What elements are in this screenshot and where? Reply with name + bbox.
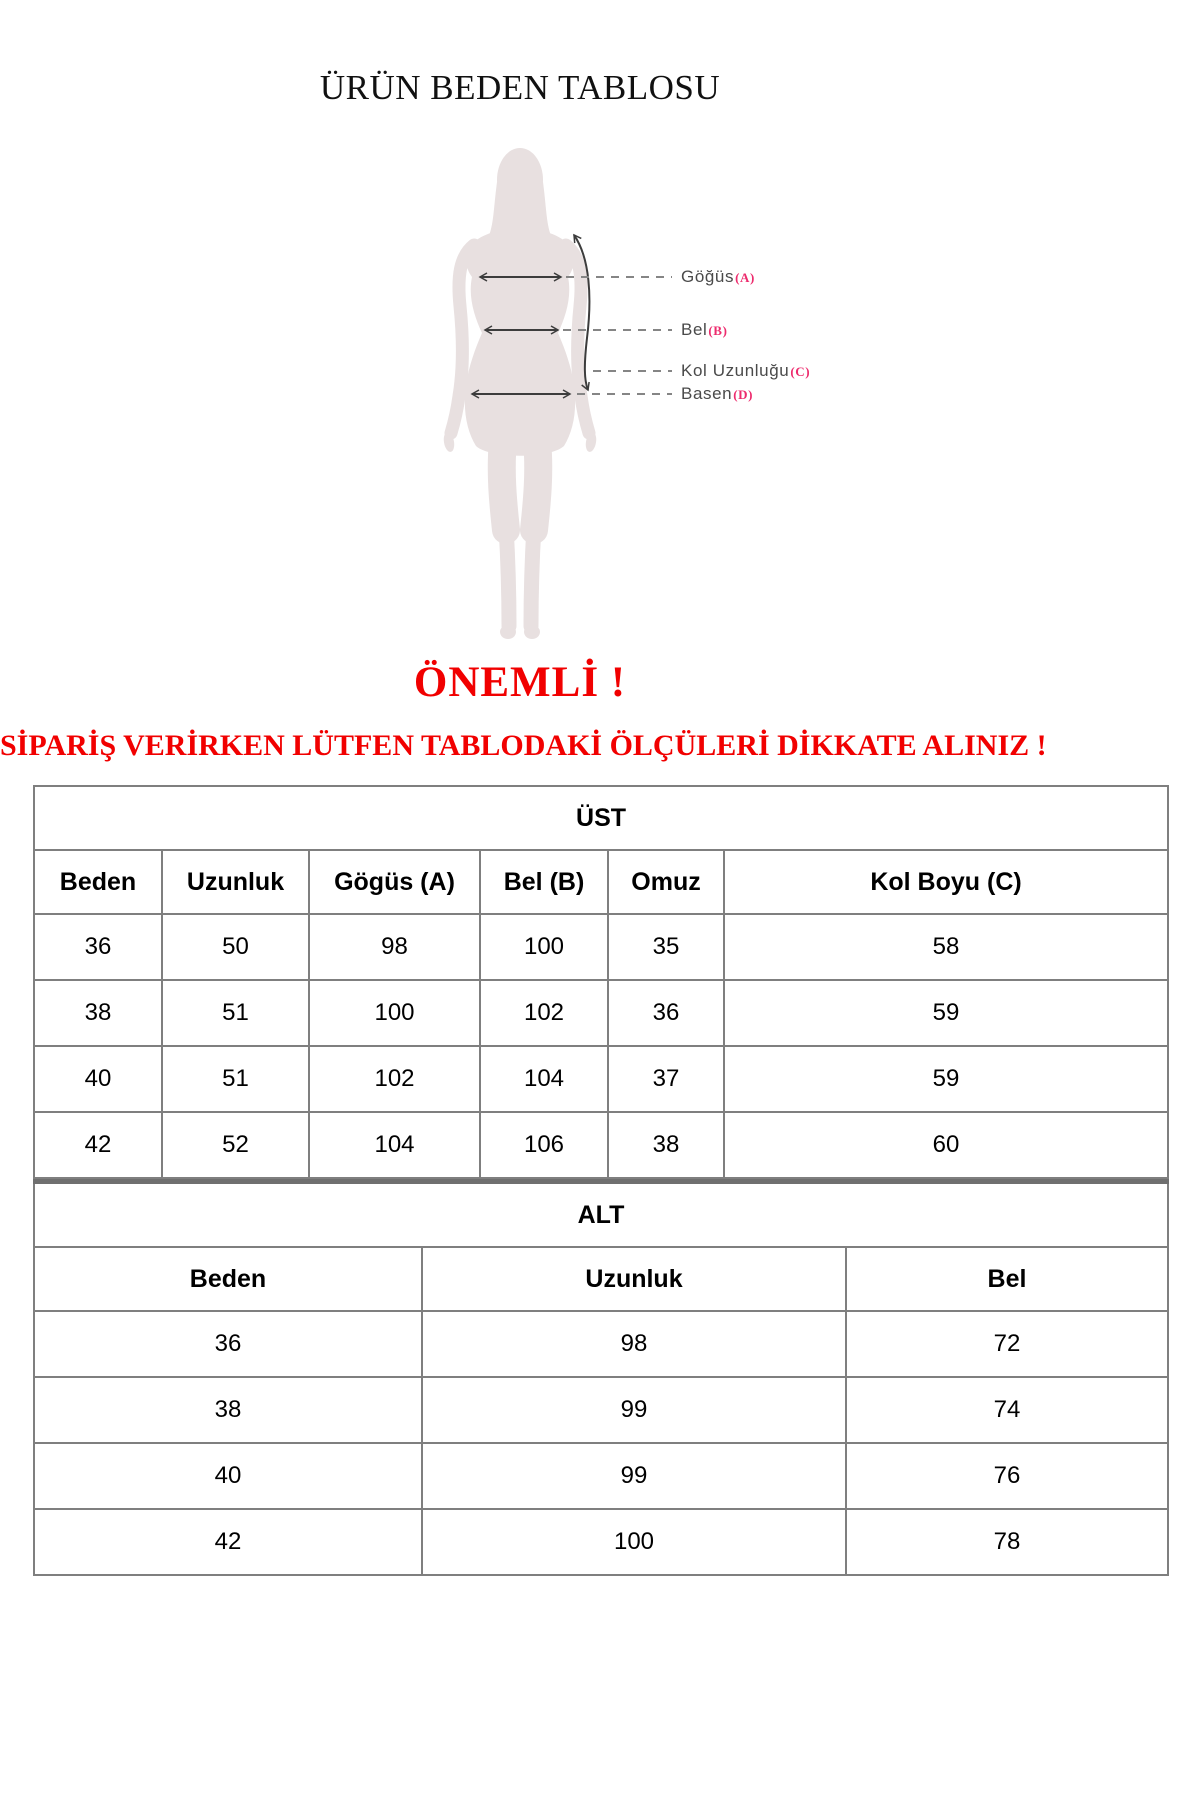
size-tables [33,785,1167,1576]
table-cell: 37 [608,1046,724,1112]
table-cell: 52 [162,1112,309,1178]
table-cell: 51 [162,980,309,1046]
column-header: Beden [34,850,162,914]
table-cell: 99 [422,1443,846,1509]
female-body-silhouette [390,140,690,650]
table-cell: 100 [480,914,608,980]
table-cell: 36 [34,1311,422,1377]
table-row [34,1112,1168,1178]
size-table-top [33,785,1169,1179]
label-letter: (B) [708,323,728,338]
label-text: Bel [681,320,708,339]
table-header-row [34,850,1168,914]
warning-heading: ÖNEMLİ ! [413,659,627,706]
table-cell: 35 [608,914,724,980]
column-header: Bel (B) [480,850,608,914]
column-header: Beden [34,1247,422,1311]
table-cell: 38 [608,1112,724,1178]
label-letter: (D) [733,387,754,402]
table-row [34,980,1168,1046]
warning-subheading: SİPARİŞ VERİRKEN LÜTFEN TABLODAKİ ÖLÇÜLERİ DİKKATE ALINIZ ! [0,729,1047,762]
column-header: Omuz [608,850,724,914]
table-cell: 50 [162,914,309,980]
label-text: Basen [681,384,733,403]
table-cell: 51 [162,1046,309,1112]
table-cell: 60 [724,1112,1168,1178]
label-letter: (C) [790,364,811,379]
table-cell: 104 [309,1112,480,1178]
table-cell: 100 [309,980,480,1046]
table-row [34,1311,1168,1377]
table-cell: 38 [34,980,162,1046]
table-cell: 98 [422,1311,846,1377]
page-title: ÜRÜN BEDEN TABLOSU [319,68,721,107]
table-cell: 38 [34,1377,422,1443]
table-cell: 78 [846,1509,1168,1575]
table-cell: 72 [846,1311,1168,1377]
column-header: Kol Boyu (C) [724,850,1168,914]
table-cell: 59 [724,1046,1168,1112]
table-cell: 42 [34,1509,422,1575]
table-cell: 59 [724,980,1168,1046]
table-cell: 100 [422,1509,846,1575]
table-cell: 106 [480,1112,608,1178]
table-row [34,1377,1168,1443]
table-title: ÜST [34,786,1168,850]
table-row [34,914,1168,980]
table-cell: 42 [34,1112,162,1178]
column-header: Uzunluk [162,850,309,914]
table-cell: 102 [309,1046,480,1112]
table-cell: 40 [34,1443,422,1509]
table-cell: 102 [480,980,608,1046]
table-row [34,1046,1168,1112]
measurement-label-arm-length [681,360,810,383]
table-row [34,1509,1168,1575]
table-title-row [34,1182,1168,1248]
column-header: Uzunluk [422,1247,846,1311]
table-title: ALT [34,1182,1168,1248]
table-cell: 40 [34,1046,162,1112]
label-text: Göğüs [681,267,735,286]
column-header: Gögüs (A) [309,850,480,914]
table-title-row [34,786,1168,850]
table-cell: 98 [309,914,480,980]
column-header: Bel [846,1247,1168,1311]
table-cell: 74 [846,1377,1168,1443]
size-table-bottom [33,1179,1169,1576]
table-cell: 99 [422,1377,846,1443]
measurement-label-hip [681,383,753,406]
table-cell: 76 [846,1443,1168,1509]
table-header-row [34,1247,1168,1311]
table-cell: 36 [34,914,162,980]
measurement-label-chest [681,266,755,289]
label-text: Kol Uzunluğu [681,361,790,380]
table-row [34,1443,1168,1509]
measurement-label-waist [681,319,728,342]
table-cell: 104 [480,1046,608,1112]
table-cell: 36 [608,980,724,1046]
label-letter: (A) [735,270,755,285]
table-cell: 58 [724,914,1168,980]
